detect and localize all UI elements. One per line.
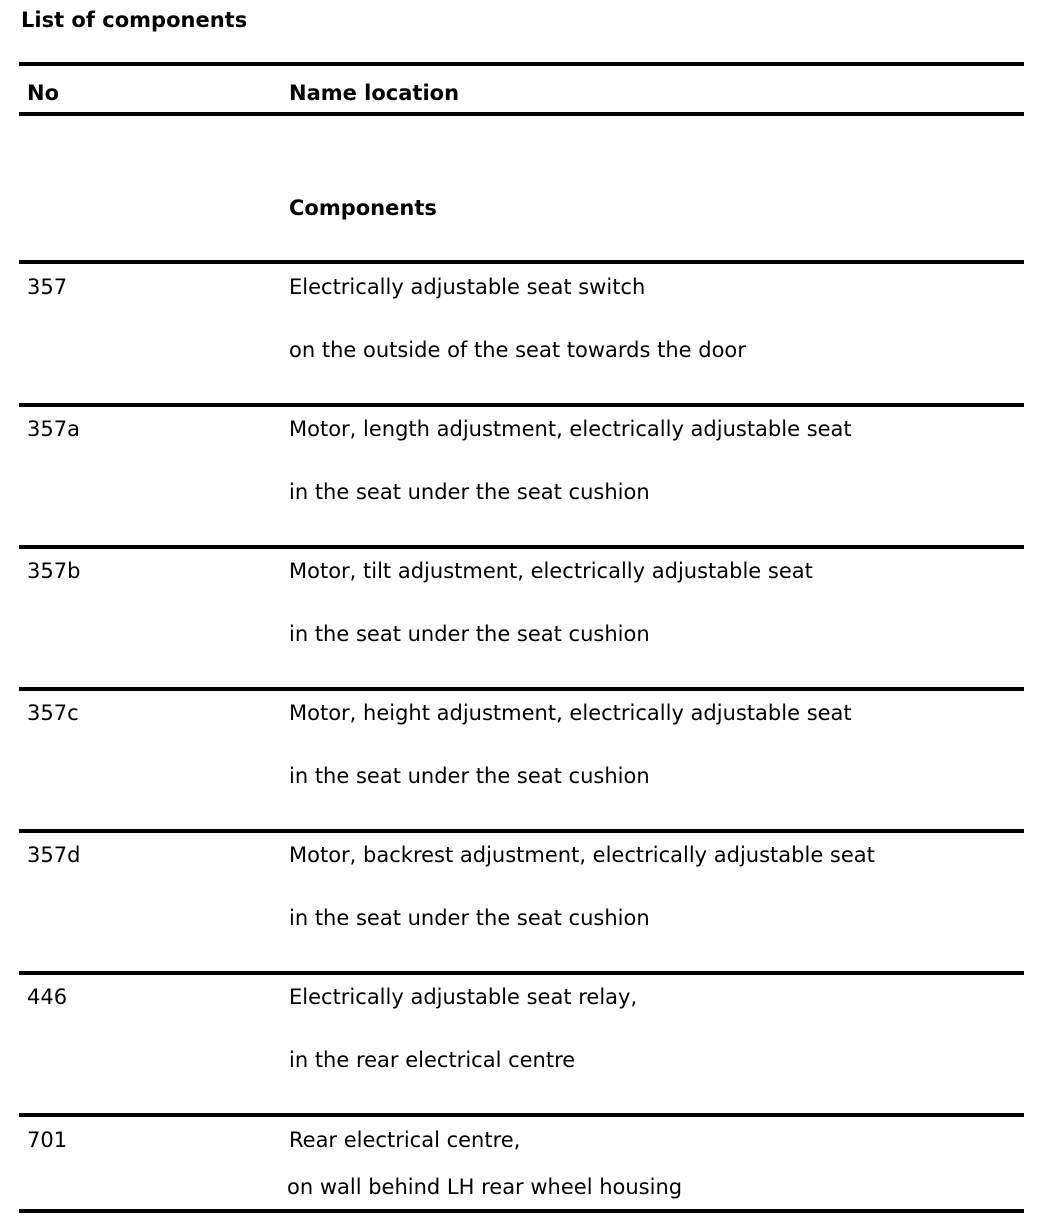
row-number: 701 — [27, 1128, 68, 1152]
table-top-rule — [19, 62, 1024, 66]
row-name: Electrically adjustable seat relay, — [289, 985, 638, 1009]
row-name: Motor, height adjustment, electrically adjustable seat — [289, 701, 852, 725]
row-name: Rear electrical centre, — [289, 1128, 521, 1152]
row-name: Motor, tilt adjustment, electrically adjustable seat — [289, 559, 813, 583]
table-bottom-rule — [19, 1209, 1024, 1213]
row-number: 357c — [27, 701, 79, 725]
row-name: Motor, length adjustment, electrically adjustable seat — [289, 417, 852, 441]
section-heading: Components — [289, 196, 437, 220]
row-separator — [19, 260, 1024, 264]
row-name: Motor, backrest adjustment, electrically adjustable seat — [289, 843, 875, 867]
row-location: on wall behind LH rear wheel housing — [287, 1175, 683, 1199]
row-location: in the seat under the seat cushion — [289, 480, 650, 504]
page-title: List of components — [21, 8, 248, 32]
row-number: 357 — [27, 275, 68, 299]
row-location: in the seat under the seat cushion — [289, 764, 650, 788]
header-bottom-rule — [19, 112, 1024, 116]
row-separator — [19, 971, 1024, 975]
row-separator — [19, 545, 1024, 549]
row-location: in the seat under the seat cushion — [289, 622, 650, 646]
header-name-location: Name location — [289, 81, 460, 105]
row-separator — [19, 687, 1024, 691]
row-number: 357a — [27, 417, 80, 441]
header-no: No — [27, 81, 60, 105]
row-number: 357b — [27, 559, 81, 583]
row-number: 357d — [27, 843, 81, 867]
row-number: 446 — [27, 985, 68, 1009]
row-location: on the outside of the seat towards the door — [289, 338, 746, 362]
row-location: in the rear electrical centre — [289, 1048, 576, 1072]
row-separator — [19, 829, 1024, 833]
row-location: in the seat under the seat cushion — [289, 906, 650, 930]
row-separator — [19, 403, 1024, 407]
row-name: Electrically adjustable seat switch — [289, 275, 646, 299]
row-separator — [19, 1113, 1024, 1117]
